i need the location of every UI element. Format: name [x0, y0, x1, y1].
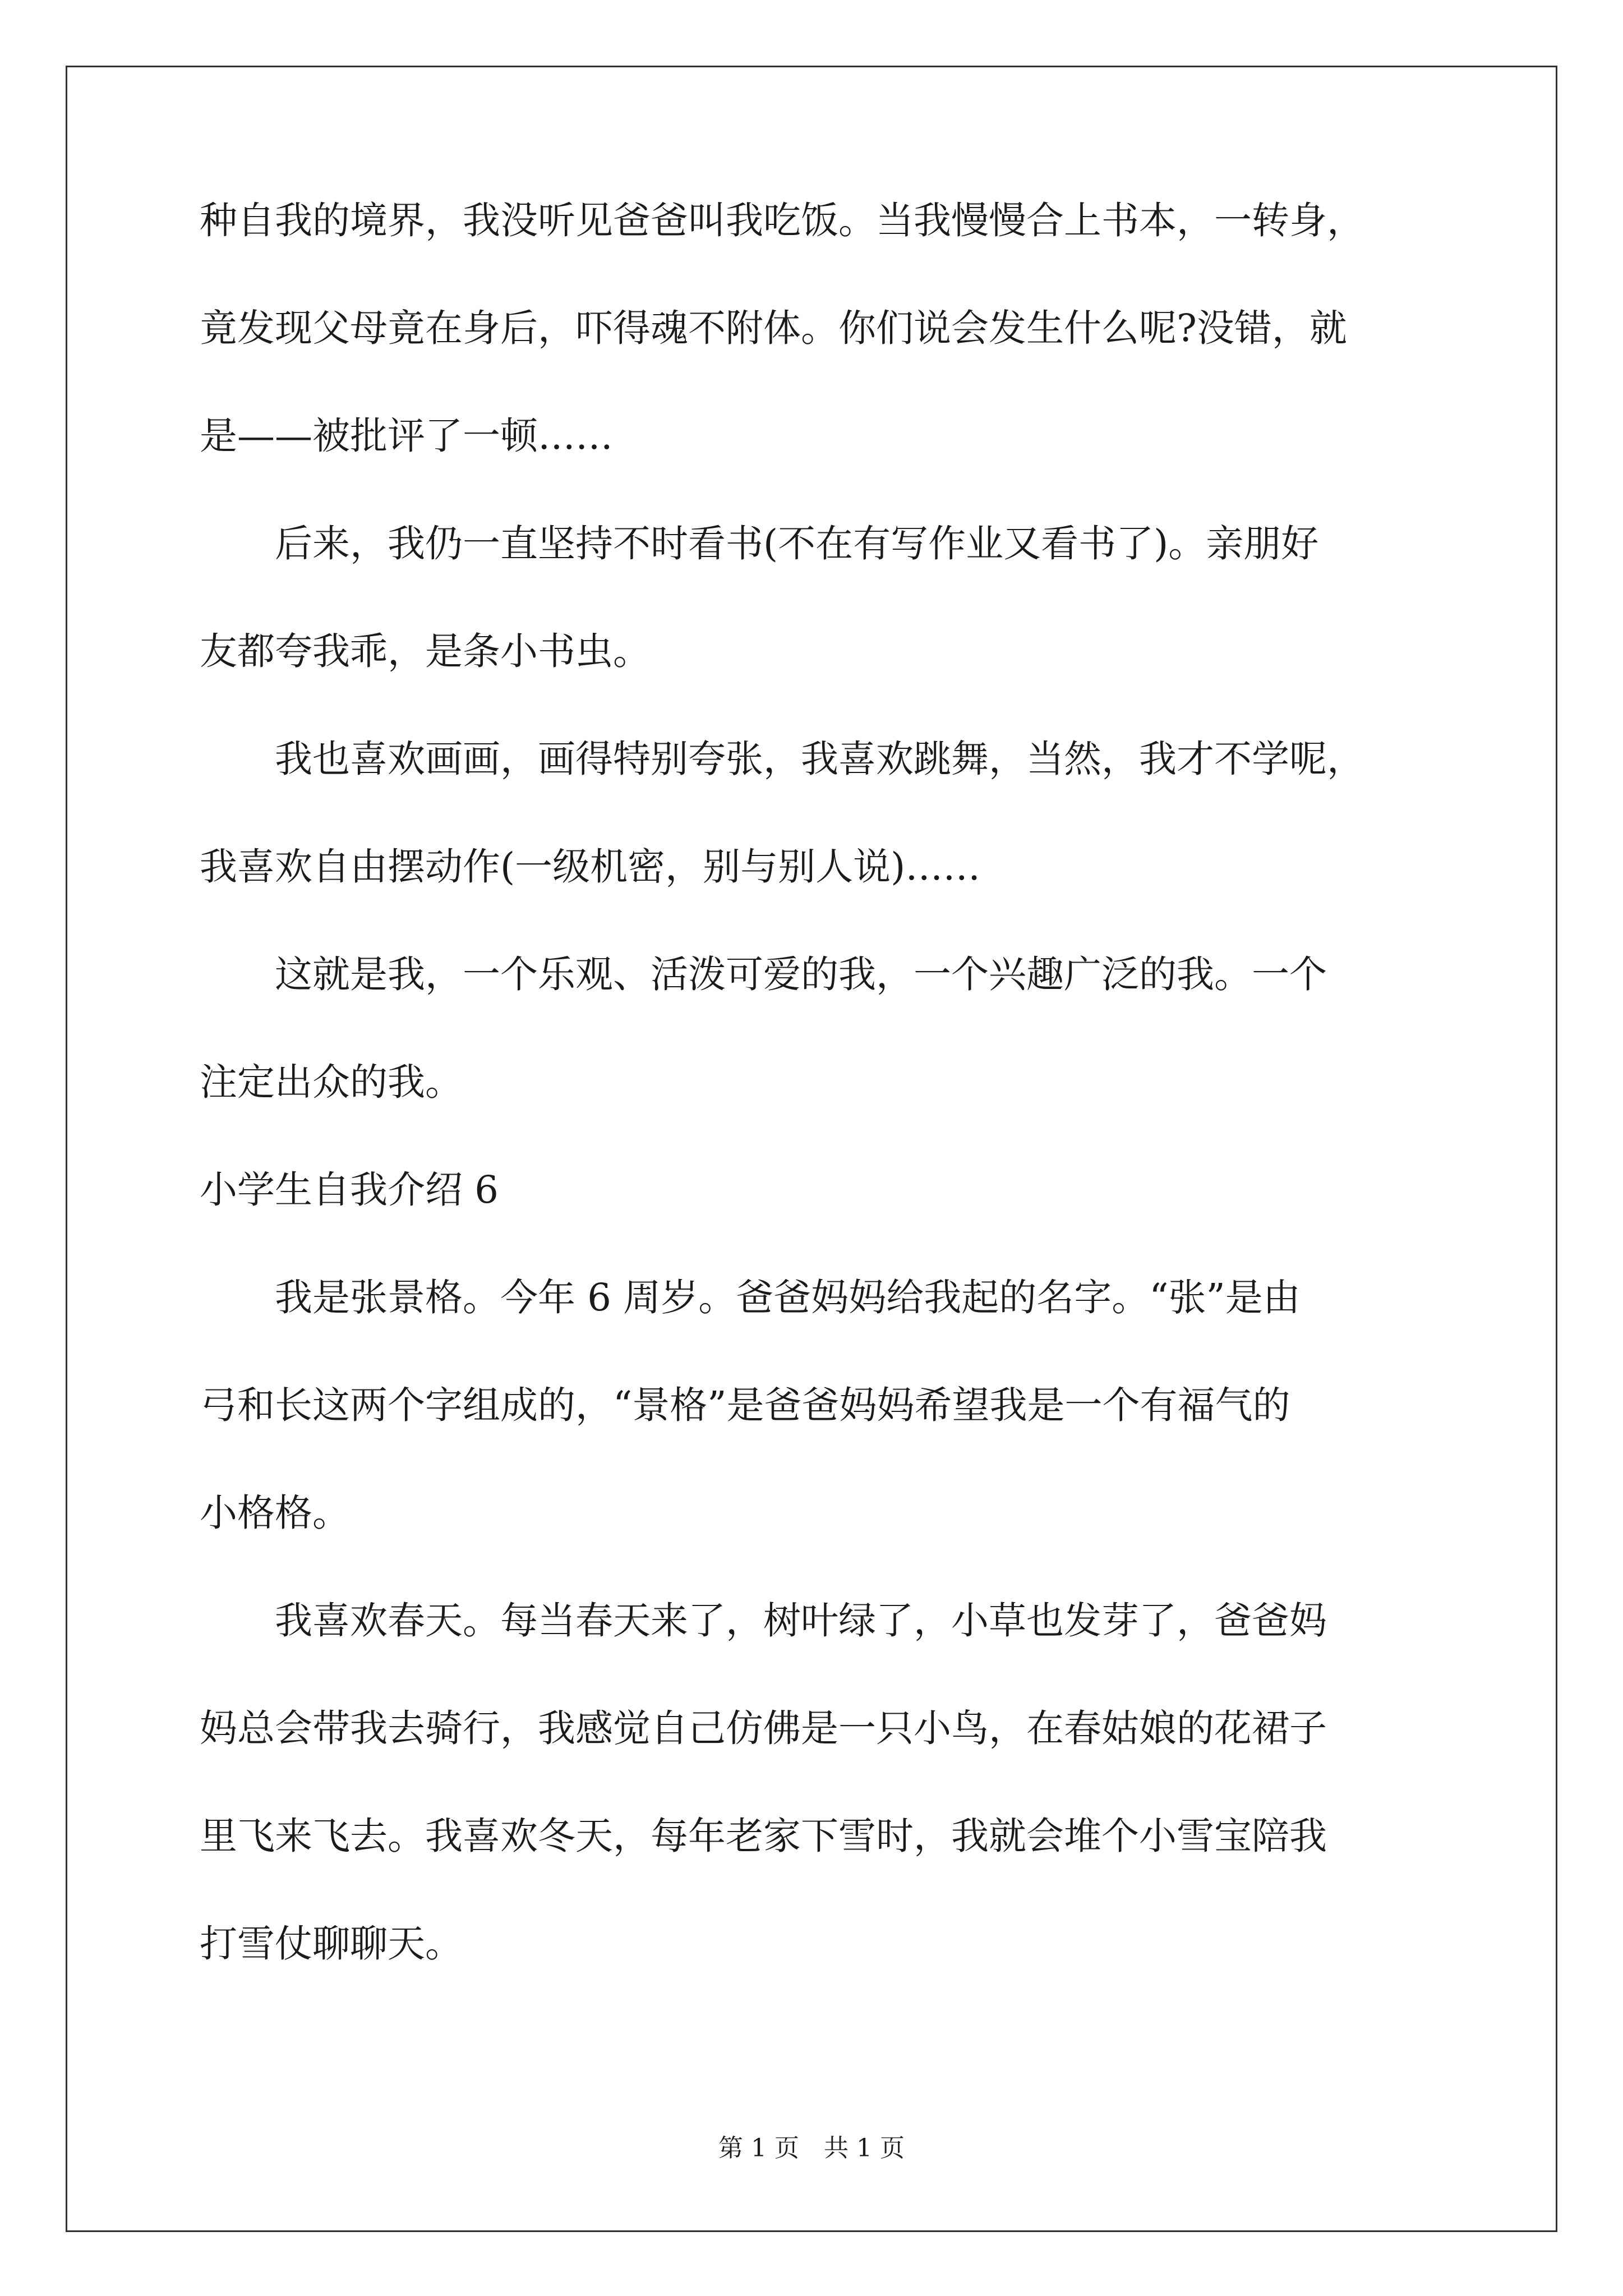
text-line: 我喜欢春天。每当春天来了，树叶绿了，小草也发芽了，爸爸妈	[200, 1599, 1327, 1642]
text-line: 友都夸我乖，是条小书虫。	[200, 629, 651, 673]
text-line: 我也喜欢画画，画得特别夸张，我喜欢跳舞，当然，我才不学呢，	[200, 737, 1364, 781]
page-border	[66, 66, 1557, 2232]
text-line: 是——被批评了一顿……	[200, 414, 613, 458]
text-line: 小格格。	[200, 1491, 350, 1535]
text-line: 注定出众的我。	[200, 1060, 463, 1104]
text-line: 妈总会带我去骑行，我感觉自己仿佛是一只小鸟，在春姑娘的花裙子	[200, 1706, 1327, 1750]
text-line: 我是张景格。今年 6 周岁。爸爸妈妈给我起的名字。“张”是由	[200, 1276, 1301, 1319]
page-number-footer: 第 1 页 共 1 页	[718, 2134, 905, 2162]
text-line: 我喜欢自由摆动作(一级机密，别与别人说)……	[200, 845, 981, 889]
text-line: 弓和长这两个字组成的，“景格”是爸爸妈妈希望我是一个有福气的	[200, 1383, 1290, 1427]
text-line: 打雪仗聊聊天。	[200, 1922, 463, 1966]
text-line: 里飞来飞去。我喜欢冬天，每年老家下雪时，我就会堆个小雪宝陪我	[200, 1814, 1327, 1858]
text-line: 后来，我仍一直坚持不时看书(不在有写作业又看书了)。亲朋好	[200, 522, 1319, 565]
text-line: 竟发现父母竟在身后，吓得魂不附体。你们说会发生什么呢?没错，就	[200, 306, 1347, 350]
text-line: 这就是我，一个乐观、活泼可爱的我，一个兴趣广泛的我。一个	[200, 953, 1327, 996]
section-heading: 小学生自我介绍 6	[200, 1168, 499, 1212]
text-line: 种自我的境界，我没听见爸爸叫我吃饭。当我慢慢合上书本，一转身，	[200, 199, 1364, 242]
